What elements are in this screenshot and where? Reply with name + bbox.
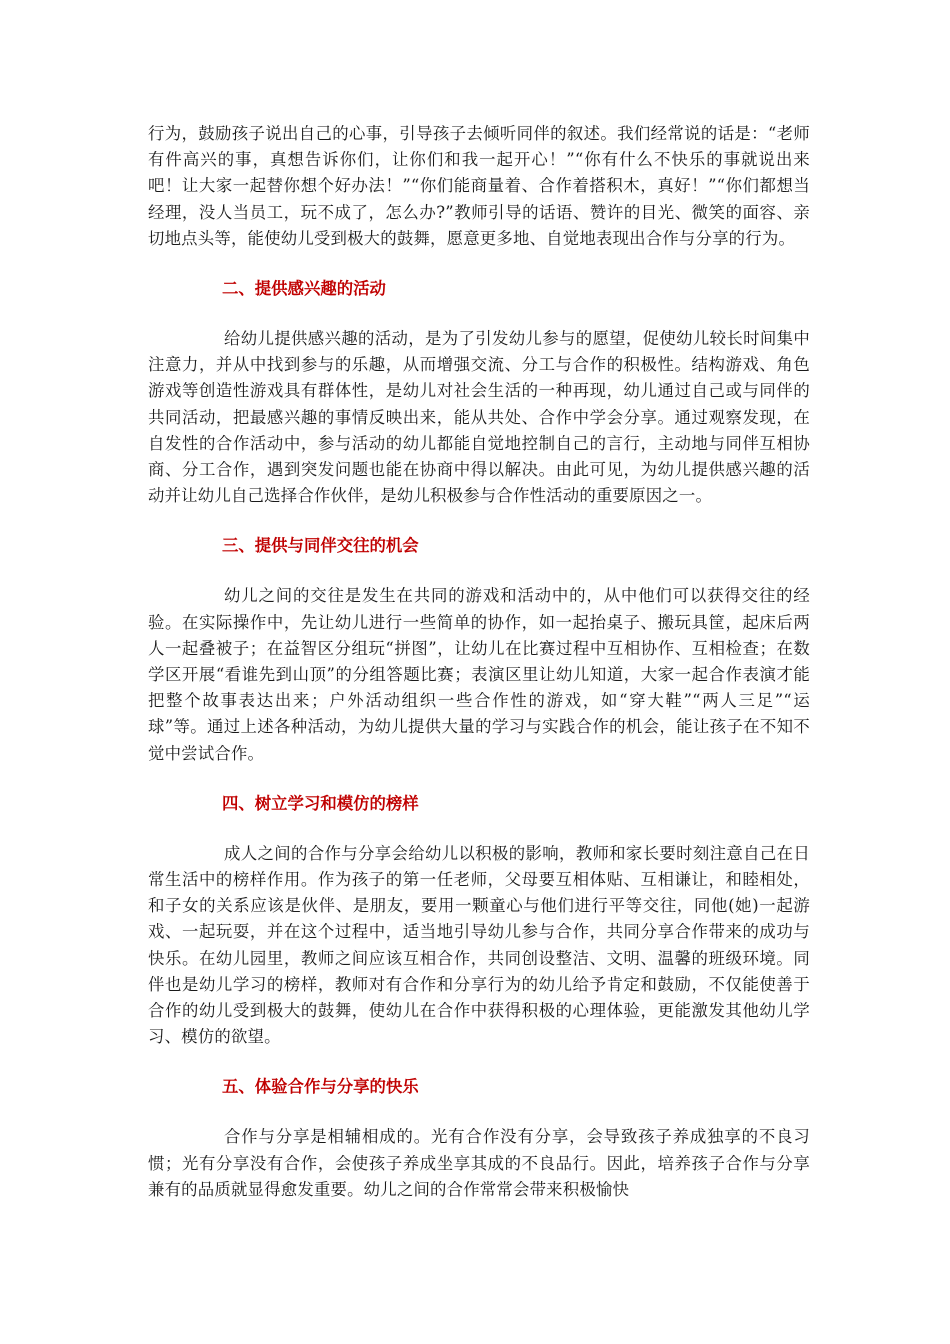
section-heading-3: 三、提供与同伴交往的机会	[222, 536, 419, 556]
intro-paragraph: 行为，鼓励孩子说出自己的心事，引导孩子去倾听同伴的叙述。我们经常说的话是：“老师有件高兴的事，真想告诉你们，让你们和我一起开心！”“你有什么不快乐的事就说出来吧！让大家一起替你想个好办法！”“你们能商量着、合作着搭积木，真好！”“你们都想当经理，没人当员工，玩不成了，怎么办?”教师引导的话语、赞许的目光、微笑的面容、亲切地点头等，能使幼儿受到极大的鼓舞，愿意更多地、自觉地表现出合作与分享的行为。	[148, 124, 810, 248]
document-body	[148, 121, 810, 1203]
section-paragraph-5: 合作与分享是相辅相成的。光有合作没有分享，会导致孩子养成独享的不良习惯；光有分享没有合作，会使孩子养成坐享其成的不良品行。因此，培养孩子合作与分享兼有的品质就显得愈发重要。幼儿之间的合作常常会带来积极愉快	[148, 1127, 810, 1199]
section-heading-2: 二、提供感兴趣的活动	[222, 279, 386, 299]
section-heading-4: 四、树立学习和模仿的榜样	[222, 793, 419, 813]
section-heading-5: 五、体验合作与分享的快乐	[222, 1077, 419, 1097]
section-paragraph-2: 给幼儿提供感兴趣的活动，是为了引发幼儿参与的愿望，促使幼儿较长时间集中注意力，并从中找到参与的乐趣，从而增强交流、分工与合作的积极性。结构游戏、角色游戏等创造性游戏具有群体性，是幼儿对社会生活的一种再现，幼儿通过自己或与同伴的共同活动，把最感兴趣的事情反映出来，能从共处、合作中学会分享。通过观察发现，在自发性的合作活动中，参与活动的幼儿都能自觉地控制自己的言行，主动地与同伴互相协商、分工合作，遇到突发问题也能在协商中得以解决。由此可见，为幼儿提供感兴趣的活动并让幼儿自己选择合作伙伴，是幼儿积极参与合作性活动的重要原因之一。	[148, 329, 810, 506]
section-paragraph-4: 成人之间的合作与分享会给幼儿以积极的影响，教师和家长要时刻注意自己在日常生活中的榜样作用。作为孩子的第一任老师，父母要互相体贴、互相谦让，和睦相处，和子女的关系应该是伙伴、是朋友，要用一颗童心与他们进行平等交往，同他(她)一起游戏、一起玩耍，并在这个过程中，适当地引导幼儿参与合作，共同分享合作带来的成功与快乐。在幼儿园里，教师之间应该互相合作，共同创设整洁、文明、温馨的班级环境。同伴也是幼儿学习的榜样，教师对有合作和分享行为的幼儿给予肯定和鼓励，不仅能使善于合作的幼儿受到极大的鼓舞，使幼儿在合作中获得积极的心理体验，更能激发其他幼儿学习、模仿的欲望。	[148, 843, 810, 1047]
section-paragraph-3: 幼儿之间的交往是发生在共同的游戏和活动中的，从中他们可以获得交往的经验。在实际操作中，先让幼儿进行一些简单的协作，如一起抬桌子、搬玩具筐，起床后两人一起叠被子；在益智区分组玩“拼图”，让幼儿在比赛过程中互相协作、互相检查；在数学区开展“看谁先到山顶”的分组答题比赛；表演区里让幼儿知道，大家一起合作表演才能把整个故事表达出来；户外活动组织一些合作性的游戏，如“穿大鞋”“两人三足”“运球”等。通过上述各种活动，为幼儿提供大量的学习与实践合作的机会，能让孩子在不知不觉中尝试合作。	[148, 586, 810, 763]
